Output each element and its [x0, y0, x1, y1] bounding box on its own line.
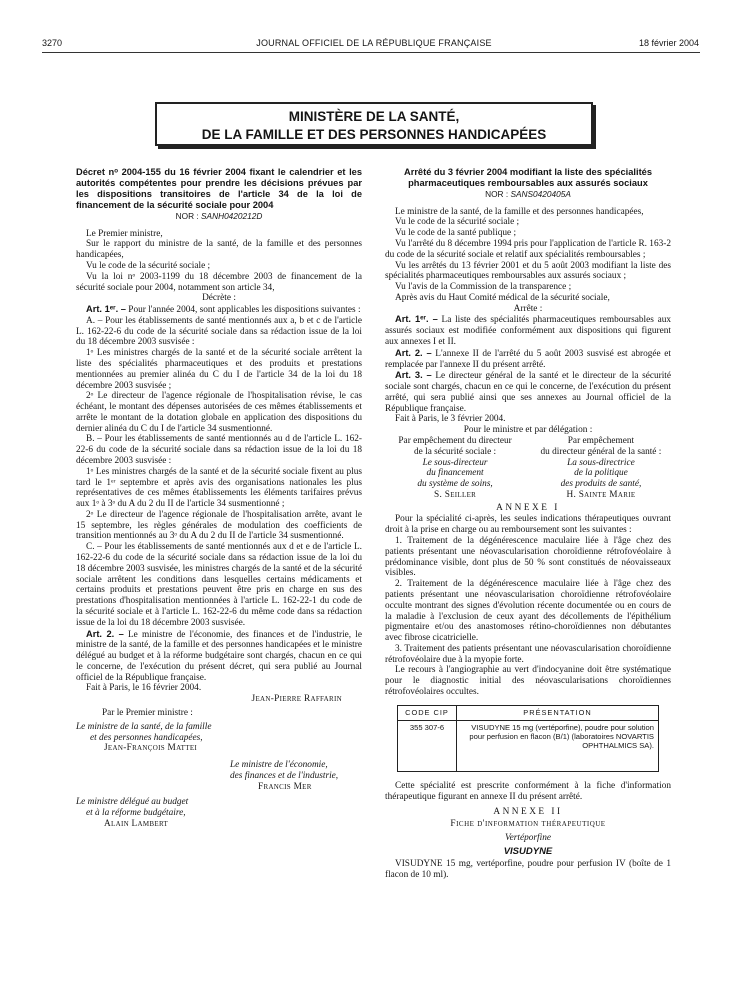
- decree-para: C. – Pour les établissements de santé mentionnés aux d et e de l'article L. 162-22-6 du code de la sécurité sociale dans sa rédaction issue de la loi du 18 décembre 2003 susvisée, les ministres chargés de la santé et de la sécurité sociale arrêtent les conditions dans lesquelles certains médicaments et certains produits et prestations peuvent être pris en charge en sus des prestations d'hospitalisation mentionnées à l'article L. 162-22-1 du code de la sécurité sociale et à l'article L. 162-22-6 du même code dans sa rédaction issue de la loi du 18 décembre 2003 susvisée.: [76, 542, 362, 628]
- header-rule: [42, 52, 700, 53]
- order-done: Fait à Paris, le 3 février 2004.: [395, 414, 506, 425]
- order-arrete: Arrête :: [513, 303, 543, 314]
- annex-para: 3. Traitement des patients présentant une néovascularisation choroïdienne rétrofovéolaire due à la myopie forte.: [385, 643, 671, 665]
- order-article-1: Art. 1ᵉʳ. – La liste des spécialités pharmaceutiques remboursables aux assurés sociaux est modifiée conformément aux dispositions qui figurent aux annexes I et II.: [385, 314, 671, 347]
- order-para: Vu le code de la santé publique ;: [395, 228, 517, 239]
- ministry-heading: [155, 102, 593, 146]
- order-para: Vu l'avis de la Commission de la transparence ;: [395, 282, 572, 293]
- decree-article-2: Art. 2. – Le ministre de l'économie, des finances et de l'industrie, le ministre de la santé, de la famille et des personnes handicapées et le ministre délégué au budget et à la réforme budgétaire sont chargés, chacun en ce qui le concerne, de l'exécution du présent décret, qui sera publié au Journal officiel de la République française.: [76, 628, 362, 683]
- decree-para: A. – Pour les établissements de santé mentionnés aux a, b et c de l'article L. 162-22-6 du code de la sécurité sociale dans sa rédaction issue de la loi du 18 décembre 2003 susvisée :: [76, 315, 362, 348]
- ministry-line-2: DE LA FAMILLE ET DES PERSONNES HANDICAPÉES: [201, 127, 547, 142]
- decree-para: B. – Pour les établissements de santé mentionnés au d de l'article L. 162-22-6 du code de la sécurité sociale dans sa rédaction issue de la loi du 18 décembre 2003 susvisée :: [76, 434, 362, 467]
- decree-para: 2ᵒ Le directeur de l'agence régionale de l'hospitalisation arrête, avant le 15 septembre, les règles générales de modulation des coefficients de transition mentionnés au 3ᵒ du A du 2 du II de l'article 34 susmentionné.: [76, 509, 362, 542]
- order-para: Après avis du Haut Comité médical de la sécurité sociale,: [395, 292, 610, 303]
- decree-done: Fait à Paris, le 16 février 2004.: [86, 683, 202, 694]
- order-column: [385, 167, 671, 881]
- order-nor: NOR : SANS0420405A: [485, 189, 571, 199]
- annex-para: Pour la spécialité ci-après, les seules indications thérapeutiques ouvrant droit à la prise en charge ou au remboursement sont les suivantes :: [385, 514, 671, 536]
- decree-para: Le Premier ministre,: [86, 228, 163, 239]
- signer-raffarin: Jean-Pierre Raffarin: [251, 694, 342, 705]
- table-cell-code: 355 307-6: [398, 721, 457, 772]
- decree-para: 1ᵒ Les ministres chargés de la santé et de la sécurité sociale arrêtent la liste des spécialités pharmaceutiques et des produits et prestations mentionnées au premier alinéa du C du I de l'article 34 de la loi du 18 décembre 2003 susvisée ;: [76, 348, 362, 391]
- decree-para: 1ᵒ Les ministres chargés de la santé et de la sécurité sociale fixent au plus tard le 1ᵉʳ septembre et après avis des organisations nationales les plus représentatives de ces mêmes établissements les éléments tarifaires prévus aux 1ᵒ à 3ᵒ du A du 2 du II de l'article 34 susmentionné ;: [76, 466, 362, 510]
- table-cell-desc: VISUDYNE 15 mg (vertéporfine), poudre pour solution pour perfusion en flacon (B/1) (laboratoires NOVARTIS OPHTHALMICS SA).: [457, 721, 659, 772]
- annex-para: Le recours à l'angiographie au vert d'indocyanine doit être systématique pour le diagnostic initial des néovascularisations choroïdiennes rétrofovéolaires occultes.: [385, 665, 671, 697]
- decree-column: [76, 167, 362, 830]
- page-number: 3270: [42, 38, 63, 48]
- decree-para: 2ᵒ Le directeur de l'agence régionale de l'hospitalisation révise, le cas échéant, le montant des dépenses autorisées de ces mêmes établissements et arrête le montant de la dotation globale en application des dispositions du dernier alinéa du C du I de l'article 34 susmentionné.: [76, 391, 362, 434]
- annex-1-heading: ANNEXE I: [496, 502, 560, 513]
- order-delegation: Pour le ministre et par délégation :: [463, 425, 593, 436]
- decree-para: Vu le code de la sécurité sociale ;: [86, 260, 211, 271]
- annex-para: VISUDYNE 15 mg, vertéporfine, poudre pour perfusion IV (boîte de 1 flacon de 10 ml).: [385, 859, 671, 881]
- annex-para: 2. Traitement de la dégénérescence maculaire liée à l'âge chez des patients présentant une néovascularisation choroïdienne rétrofovéolaire occulte montrant des signes d'évolution récente documentée ou en cours de la maladie à l'exclusion de ceux ayant des décollements de l'épithélium pigmentaire et/ou des anastomoses rétino-choroïdiennes non débutantes avec fibrose cicatricielle.: [385, 579, 671, 644]
- product-name: VISUDYNE: [503, 846, 553, 858]
- decree-nor: NOR : SANH0420212D: [175, 211, 263, 221]
- decree-title: Décret nᵒ 2004-155 du 16 février 2004 fixant le calendrier et les autorités compétentes pour prendre les décisions prévues par les dispositions transitoires de l'article 34 de la loi de financement de la sécurité sociale pour 2004: [76, 167, 362, 210]
- table-header-cip: CODE CIP: [398, 705, 457, 721]
- fiche-heading: Fiche d'information thérapeutique: [450, 818, 606, 829]
- order-title: Arrêté du 3 février 2004 modifiant la liste des spécialités pharmaceutiques remboursables aux assurés sociaux: [403, 167, 653, 188]
- order-signatures: [385, 436, 671, 501]
- sig-block-lambert: Le ministre délégué au budget et à la réforme budgétaire, Alain Lambert: [76, 797, 189, 830]
- table-header-presentation: PRÉSENTATION: [457, 705, 659, 721]
- order-article-3: Art. 3. – Le directeur général de la santé et le directeur de la sécurité sociale sont chargés, chacun en ce qui le concerne, de l'exécution du présent arrêté, qui sera publié ainsi que ses annexes au Journal officiel de la République française.: [385, 370, 671, 414]
- order-para: Vu les arrêtés du 13 février 2001 et du 5 août 2003 modifiant la liste des spécialités pharmaceutiques remboursables aux assurés sociaux ;: [385, 260, 671, 282]
- sig-block-sainte-marie: Par empêchement du directeur général de la santé : La sous-directrice de la politique des produits de santé, H. Sainte Marie: [540, 436, 662, 500]
- order-para: Vu le code de la sécurité sociale ;: [395, 217, 520, 228]
- decree-pm: Par le Premier ministre :: [102, 707, 193, 718]
- annex-2-heading: ANNEXE II: [493, 806, 563, 817]
- annex-para: 1. Traitement de la dégénérescence maculaire liée à l'âge chez des patients présentant une néovascularisation choroïdienne rétrofovéolaire à prédominance visible, dont plus de 50 % sont constitués de néovaisseaux visibles.: [385, 536, 671, 579]
- table-header-row: [398, 705, 659, 721]
- sig-block-seiller: Par empêchement du directeur de la sécurité sociale : Le sous-directeur du financement du système de soins, S. Seiller: [398, 436, 512, 500]
- decree-para: Vu la loi nᵒ 2003-1199 du 18 décembre 2003 de financement de la sécurité sociale pour 2004, notamment son article 34,: [76, 271, 362, 293]
- annex-para: Cette spécialité est prescrite conformément à la fiche d'information thérapeutique figurant en annexe II du présent arrêté.: [385, 781, 671, 803]
- decree-para: Sur le rapport du ministre de la santé, de la famille et des personnes handicapées,: [76, 239, 362, 261]
- order-para: Le ministre de la santé, de la famille et des personnes handicapées,: [395, 206, 644, 217]
- sig-block-mattei: Le ministre de la santé, de la famille et des personnes handicapées, Jean-François Mattei: [76, 721, 212, 754]
- decree-decrete: Décrète :: [202, 293, 236, 304]
- journal-title: JOURNAL OFFICIEL DE LA RÉPUBLIQUE FRANÇAISE: [256, 38, 492, 48]
- sig-block-mer: Le ministre de l'économie, des finances et de l'industrie, Francis Mer: [230, 760, 339, 792]
- table-row: [398, 721, 659, 772]
- order-para: Vu l'arrêté du 8 décembre 1994 pris pour l'application de l'article R. 163-2 du code de la sécurité sociale et relatif aux spécialités remboursables ;: [385, 238, 671, 260]
- presentation-table: [397, 705, 659, 773]
- order-article-2: Art. 2. – L'annexe II de l'arrêté du 5 août 2003 susvisé est abrogée et remplacée par l'annexe II du présent arrêté.: [385, 347, 671, 370]
- decree-article-1: Art. 1ᵉʳ. – Pour l'année 2004, sont applicables les dispositions suivantes :: [86, 304, 361, 316]
- issue-date: 18 février 2004: [638, 38, 699, 48]
- molecule-name: Vertéporfine: [505, 833, 551, 844]
- ministry-line-1: MINISTÈRE DE LA SANTÉ,: [288, 109, 460, 124]
